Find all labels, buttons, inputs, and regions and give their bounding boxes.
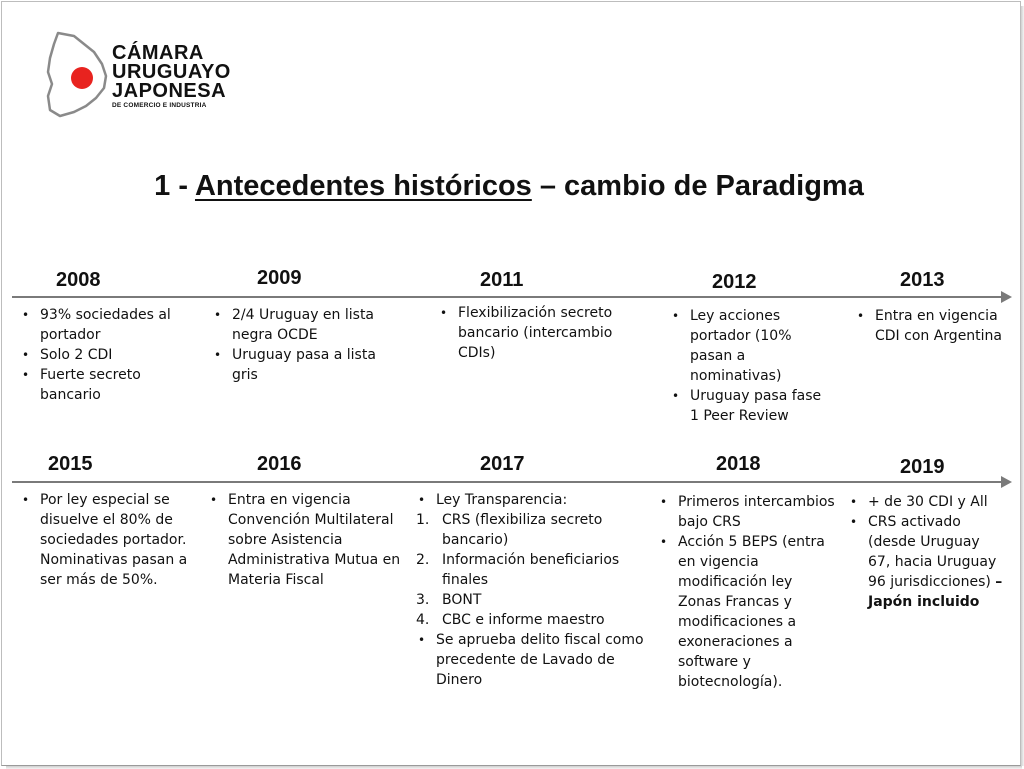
logo-text <box>112 44 231 109</box>
year-label: 2013 <box>900 269 945 291</box>
numbered-item: 1. CRS (flexibiliza secreto bancario) <box>414 510 654 550</box>
events-2015 <box>18 490 198 590</box>
list-item <box>846 512 1006 612</box>
list-item: • 93% sociedades al portador <box>18 305 198 345</box>
list-item: • Se aprueba delito fiscal como precedente de Lavado de Dinero <box>414 630 654 690</box>
year-label: 2018 <box>716 453 761 475</box>
events-2008 <box>18 305 198 405</box>
year-label: 2012 <box>712 271 757 293</box>
year-label: 2016 <box>257 453 302 475</box>
list-item: • Solo 2 CDI <box>18 345 198 365</box>
timeline-arrow-2 <box>12 481 1010 483</box>
list-item: • 2/4 Uruguay en lista negra OCDE <box>210 305 395 345</box>
year-label: 2015 <box>48 453 93 475</box>
logo-subtitle: DE COMERCIO E INDUSTRIA <box>112 102 207 109</box>
logo-line-1: CÁMARA <box>112 42 204 64</box>
list-item: • Fuerte secreto bancario <box>18 365 198 405</box>
list-item: • Uruguay pasa a lista gris <box>210 345 395 385</box>
title-underlined: Antecedentes históricos <box>194 170 532 202</box>
year-label: 2017 <box>480 453 525 475</box>
japan-included: – Japón incluido <box>868 574 1003 610</box>
events-2011 <box>436 303 636 363</box>
events-2017 <box>414 490 654 690</box>
slide-title <box>0 170 1018 203</box>
list-item: • Uruguay pasa fase 1 Peer Review <box>668 386 828 426</box>
list-item: • Por ley especial se disuelve el 80% de sociedades portador. Nominativas pasan a ser más de 50%. <box>18 490 198 590</box>
year-label: 2011 <box>480 269 524 291</box>
year-label: 2009 <box>257 267 302 289</box>
numbered-item: 4. CBC e informe maestro <box>414 610 654 630</box>
events-2009 <box>210 305 395 385</box>
list-item: • Entra en vigencia Convención Multilateral sobre Asistencia Administrativa Mutua en Materia Fiscal <box>206 490 406 590</box>
events-2018 <box>656 492 836 692</box>
uruguay-map-icon <box>44 30 114 120</box>
title-suffix: – cambio de Paradigma <box>531 170 864 202</box>
list-item: • Ley acciones portador (10% pasan a nominativas) <box>668 306 828 386</box>
list-item: • Acción 5 BEPS (entra en vigencia modificación ley Zonas Francas y modificaciones a exoneraciones a software y biotecnología). <box>656 532 836 692</box>
list-item: • Primeros intercambios bajo CRS <box>656 492 836 532</box>
events-2016 <box>206 490 406 590</box>
year-label: 2019 <box>900 456 945 478</box>
events-2019 <box>846 492 1006 612</box>
numbered-item: 3. BONT <box>414 590 654 610</box>
logo-line-2: URUGUAYO <box>112 61 231 83</box>
list-item: • + de 30 CDI y All <box>846 492 1006 512</box>
numbered-item: 2. Información beneficiarios finales <box>414 550 654 590</box>
list-item: • Ley Transparencia: <box>414 490 654 510</box>
year-label: 2008 <box>56 269 101 291</box>
list-item: • Entra en vigencia CDI con Argentina <box>853 306 1003 346</box>
title-prefix: 1 - <box>154 170 195 202</box>
list-item: • Flexibilización secreto bancario (intercambio CDIs) <box>436 303 636 363</box>
crs-text: CRS activado (desde Uruguay 67, hacia Uruguay 96 jurisdicciones) <box>868 514 997 590</box>
logo-line-3: JAPONESA <box>112 80 227 102</box>
events-2012 <box>668 306 828 426</box>
red-sun-icon <box>71 67 93 89</box>
events-2013 <box>853 306 1003 346</box>
timeline-arrow-1 <box>12 296 1010 298</box>
